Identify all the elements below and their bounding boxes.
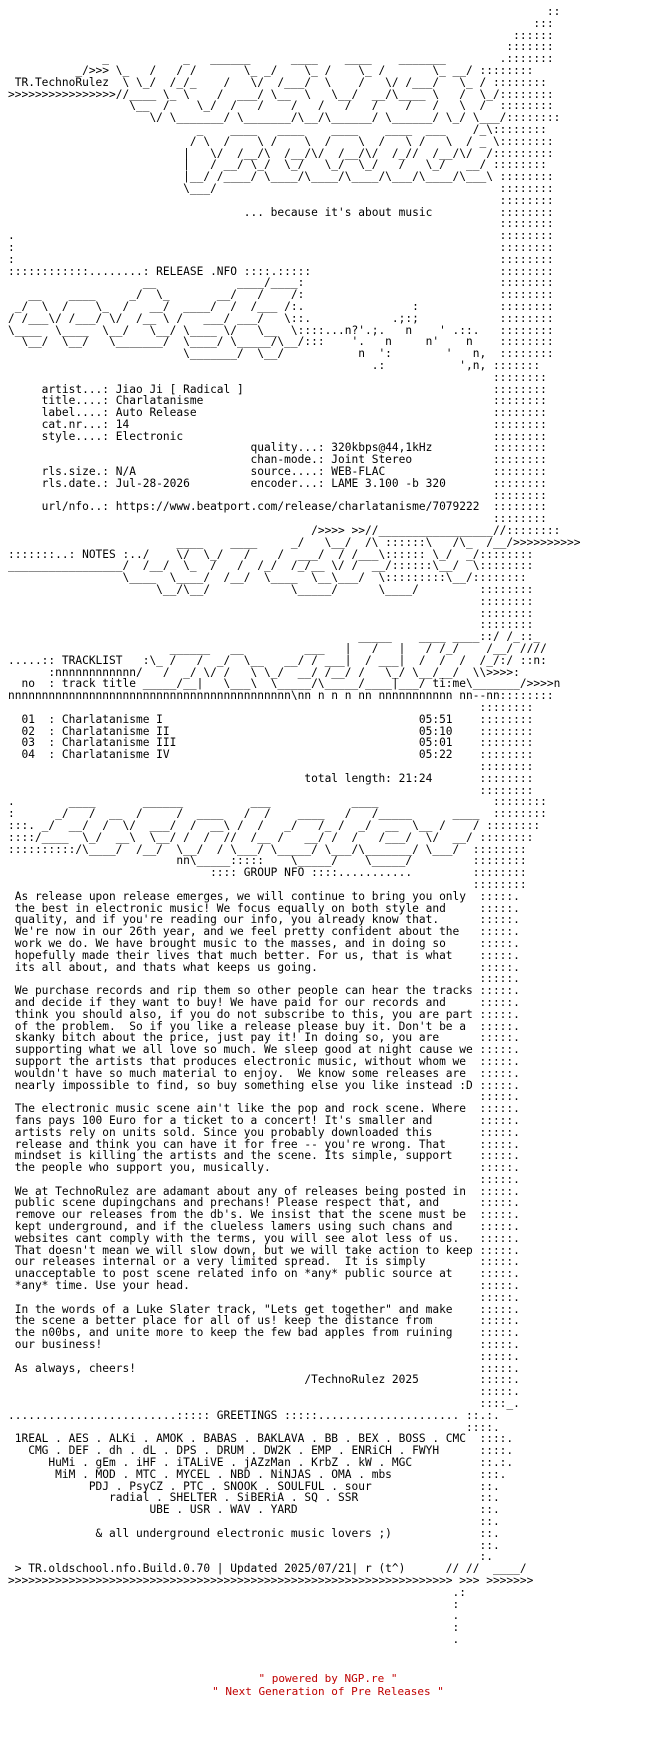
footer (0, 1672, 656, 1698)
footer-powered-by-link[interactable]: " powered by NGP.re " (258, 1672, 398, 1685)
nfo-text: :: ::: :::::: ::::::: _ _ ______ ____ ____ _______ .::::::: _/>>> \_ / / / \_ _/ \_ / \_ / \_ __/ :::::::: TR.TechnoRulez \ \_/ /_/_ / \/ /___/ \ / \/ /___/ \_ / :::::::: >>>>>>>>>>>>>>>>//____ \_ \ / ___/ \__ \ \__/ __/\____ \ / \_/:::::::: \__ / \_/ / / / / / / / / \ / :::::::: \/ \_______/ \_______/\__/\______/ \______/ \_/ \___/:::::::: _ ____ ____ ____ ____ ___ /_\:::::::: / \ / \ / \ / \ / \ / \ / _ \:::::::: | \/ /__/\ /__/\/ /__/\/ /_// /__/\/ /::::::::: | / __/ \_/ \_/ \_/ \_/ / \_/ __/ :::::::: |__/ /____/ \____/\____/\____/\___/\____/\___\ :::::::: \___/ :::::::: :::::::: ... because it's about music :::::::: :::::::: . :::::::: : :::::::: : :::::::: ::::::::::::........: RELEASE .NFO ::::.::::: :::::::: __ ____/____: :::::::: __ ____ _/ \_ __/ / /: :::::::: _/ \ / \_ / __/ ____/ / /___ /:. : :::::::: / /___\/ /___/ \/ /__ \ / ___/ ___/ \::. .;:; :::::::: \____ \____ \__/ \__/ \____ \/ \__ \::::...n?'.;. n ' .::. :::::::: \__/ \__/ \_______/ \____/ \_____/\__/::: '. n n' n :::::::: \_______/ \__/ n ': ' n, :::::::: .: ',n, ::::::: :::::::: artist...: Jiao Ji [ Radical ] :::::::: title....: Charlatanisme :::::::: label....: Auto Release :::::::: cat.nr...: 14 :::::::: style....: Electronic :::::::: quality...: 320kbps@44,1kHz :::::::: chan-mode.: Joint Stereo :::::::: rls.size.: N/A source....: WEB-FLAC :::::::: rls.date.: Jul-28-2026 encoder...: LAME 3.100 -b 320 :::::::: :::::::: url/nfo..: https://www.beatport.com/release/charlatanisme/7079222 :::::::: :::::::: />>>> >>//_________________//:::::::: ____ ____ _/ \__/ /\ ::::::\ /\_ /__/>>>>>>>>>> :::::::..: NOTES :../ \/ \_/ / / ___/ / /___\:::::: \_/ _/:::::::: _________________/ /__/ \_ / / /_/ /_/__ \/ / __/::::::\__/ \:::::::: \____ \____/ /__/ \____ \__\___/ \:::::::::\__/:::::::: \__/\__/ \_____/ \____/ :::::::: :::::::: :::::::: :::::::: _____ ____ ____::/ /_::_ ______ __ ___ | / | / /_/ /__/ //// .....:: TRACKLIST :\_ / / _/ \__ __/ / ___| / ___| / / / /_/:/ ::n: :nnnnnnnnnnnn/ / _/ \/ / \ \_/ __/ /__/ / \_/ \__/__/ \\>>>>: no : track title _____/__| \___\ \_____/\_____/____|___/ ti:me\_______/>>>>n nnnnnnnnnnnnnnnnnnnnnnnnnnnnnnnnnnnnnnnnnn\nn n n n nn nnnnnnnnnnn nn--nn:::::::: :::::::: 01 : Charlatanisme I 05:51 :::::::: 02 : Charlatanisme II 05:10 :::::::: 03 : Charlatanisme III 05:01 :::::::: 04 : Charlatanisme IV 05:22 :::::::: :::::::: total length: 21:24 :::::::: :::::::: . ____ ______ ___ ____ :::::::: : _/ / __ / / ____ / / ____ / /_____ ____ :::::::: :::. _/ __/ / \/ ___/ / __\ / / _/ /_ / _/ __ \__ / / :::::::: ::::/____ \_/ __\ \__/ / / // /__ / __/ / / /___/ \/ __/ :::::::: ::::::::::/\____/ /__/ \__/ / \___/ \_____/ \___/\_______/ \___/ :::::::: nn\_____::::: \_____/ \_____/ :::::::: :::: GROUP NFO ::::........... :::::::: :::::::: As release upon release emerges, we will continue to bring you only :::::. the best in electronic music! We focus equally on both style and :::::. quality, and if you're reading our info, you already know that. :::::. We're now in our 26th year, and we feel pretty confident about the :::::. work we do. We have brought music to the masses, and in doing so :::::. hopefully made their lives that much better. For us, that is what :::::. its all about, and thats what keeps us going. :::::. :::::. We purchase records and rip them so other people can hear the tracks :::::. and decide if they want to buy! We have paid for our records and :::::. think you should also, if you do not subscribe to this, you are part :::::. of the problem. So if you like a release please buy it. Don't be a :::::. skanky bitch about the price, just pay it! In doing so, you are :::::. supporting what we all love so much. We sleep good at night cause we :::::. support the artists that produces electronic music, without whom we :::::. wouldn't have so much material to enjoy. We know some releases are :::::. nearly impossible to find, so buy something else you like instead :D :::::. :::::. The electronic music scene ain't like the pop and rock scene. Where :::::. fans pays 100 Euro for a ticket to a concert! It's smaller and :::::. artists rely on units sold. Since you probably downloaded this :::::. release and think you can have it for free -- you're wrong. That :::::. mindset is killing the artists and the scene. Its simple, support :::::. the people who support you, musically. :::::. :::::. We at TechnoRulez are adamant about any of releases being posted in :::::. public scene dupingchans and prechans! Please respect that, and :::::. remove our releases from the db's. We insist that the scene must be :::::. kept underground, and if the clueless lamers using such chans and :::::. websites cant comply with the terms, you will see alot less of us. :::::. That doesn't mean we will slow down, but we will take action to keep :::::. our releases internal or a very limited spread. It is simply :::::. unacceptable to post scene related info on *any* public source at :::::. *any* time. Use your head. :::::. :::::. In the words of a Luke Slater track, "Lets get together" and make :::::. the scene a better place for all of us! keep the distance from :::::. the n00bs, and unite more to keep the few bad apples from ruining :::::. our business! :::::. :::::. As always, cheers! :::::. /TechnoRulez 2025 :::::. :::::. ::::_. .........................::::: GREETINGS :::::..................... ::.:. ::::. 1REAL . AES . ALKi . AMOK . BABAS . BAKLAVA . BB . BEX . BOSS . CMC ::::. CMG . DEF . dh . dL . DPS . DRUM . DW2K . EMP . ENRiCH . FWYH ::::. HuMi . gEm . iHF . iTALiVE . jAZzMan . KrbZ . kW . MGC ::.:. MiM . MOD . MTC . MYCEL . NBD . NiNJAS . OMA . mbs :::. PDJ . PsyCZ . PTC . SNOOK . SOULFUL . sour ::. radial . SHELTER . SiBERiA . SQ . SSR ::. UBE . USR . WAV . YARD ::. ::. & all underground electronic music lovers ;) ::. ::. :. > TR.oldschool.nfo.Build.0.70 | Updated 2025/07/21| r (t^) // // ____/ >>>>>>>>>>>>>>>>>>>>>>>>>>>>>>>>>>>>>>>>>>>>>>>>>>>>>>>>>>>>>>>>>> >>> >>>>>>> .: : . : . (8, 6, 581, 1646)
footer-ngp-link[interactable]: " Next Generation of Pre Releases " (212, 1685, 444, 1698)
